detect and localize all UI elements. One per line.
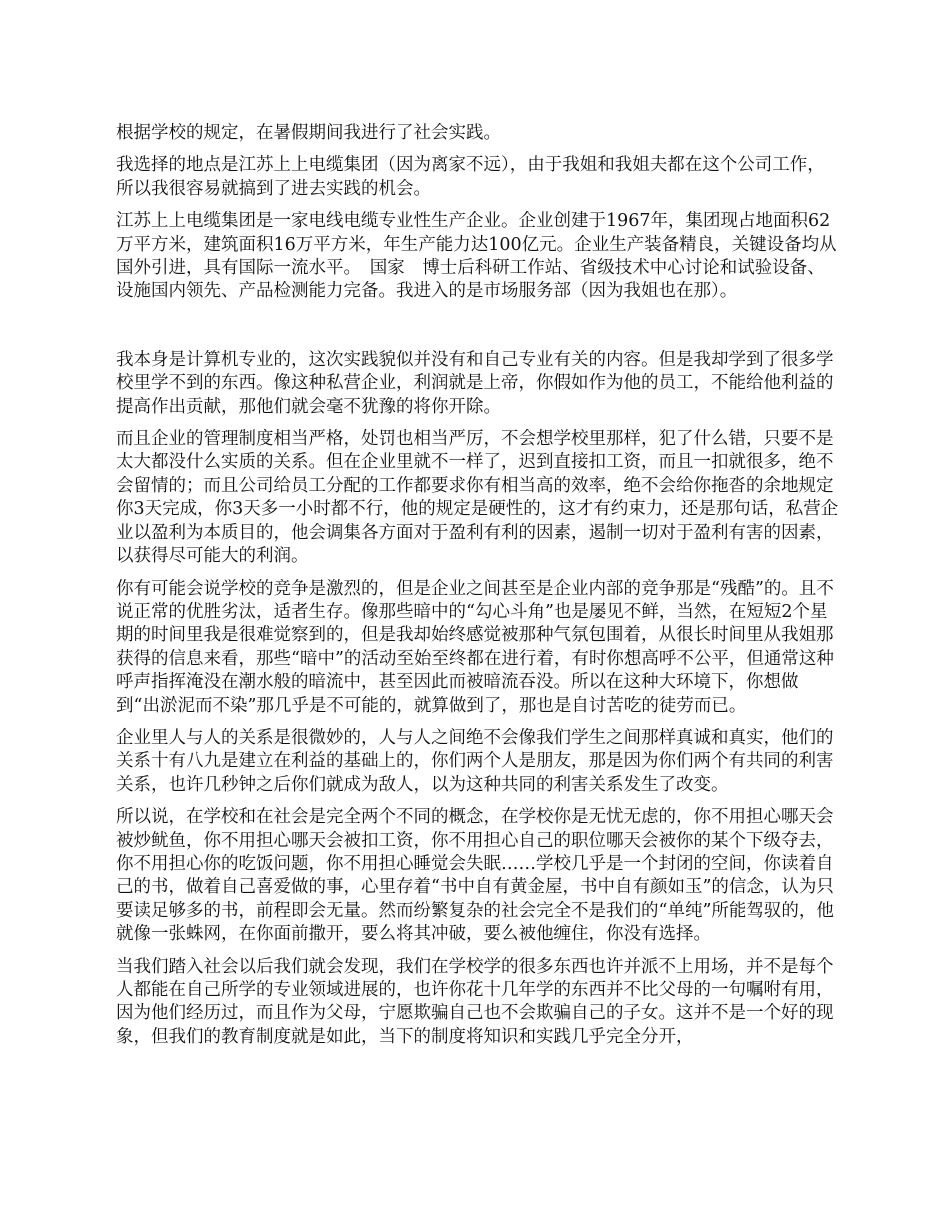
paragraph-school-vs-society: 所以说，在学校和在社会是完全两个不同的概念，在学校你是无忧无虑的，你不用担心哪天会被炒鱿鱼，你不用担心哪天会被扣工资，你不用担心自己的职位哪天会被你的某个下级夺去，你不用担心你的吃饭问题，你不用担心睡觉会失眠……学校几乎是一个封闭的空间，你读着自己的书，做着自己喜爱做的事，心里存着“书中自有黄金屋，书中自有颜如玉”的信念，认为只要读足够多的书，前程即会无量。然而纷繁复杂的社会完全不是我们的“单纯”所能驾驭的，他就像一张蛛网，在你面前撒开，要么将其冲破，要么被他缠住，你没有选择。	[116, 807, 834, 945]
paragraph-location: 我选择的地点是江苏上上电缆集团（因为离家不远），由于我姐和我姐夫都在这个公司工作，所以我很容易就搞到了进去实践的机会。	[116, 155, 825, 199]
paragraph-competition: 你有可能会说学校的竞争是激烈的，但是企业之间甚至是企业内部的竞争那是“残酷”的。且不说正常的优胜劣汰，适者生存。像那些暗中的“勾心斗角”也是屡见不鲜，当然，在短短2个星期的时间里我是很难觉察到的，但是我却始终感觉被那种气氛包围着，从很长时间里从我姐那获得的信息来看，那些“暗中”的活动至始至终都在进行着，有时你想高呼不公平，但通常这种呼声指挥淹没在潮水般的暗流中，甚至因此而被暗流吞没。所以在这种大环境下，你想做到“出淤泥而不染”那几乎是不可能的，就算做到了，那也是自讨苦吃的徒劳而已。	[116, 578, 834, 716]
paragraph-education: 当我们踏入社会以后我们就会发现，我们在学校学的很多东西也许并派不上用场，并不是每个人都能在自己所学的专业领域进展的，也许你花十几年学的东西并不比父母的一句嘱咐有用，因为他们经历过，而且作为父母，宁愿欺骗自己也不会欺骗自己的子女。这并不是一个好的现象，但我们的教育制度就是如此，当下的制度将知识和实践几乎完全分开，	[116, 956, 834, 1047]
blank-gap	[116, 313, 840, 349]
paragraph-major: 我本身是计算机专业的，这次实践貌似并没有和自己专业有关的内容。但是我却学到了很多学校里学不到的东西。像这种私营企业，利润就是上帝，你假如作为他的员工，不能给他利益的提高作出贡献，那他们就会毫不犹豫的将你开除。	[116, 349, 834, 417]
paragraph-intro: 根据学校的规定，在暑假期间我进行了社会实践。	[116, 123, 501, 143]
paragraph-company: 江苏上上电缆集团是一家电线电缆专业性生产企业。企业创建于1967年，集团现占地面积62万平方米，建筑面积16万平方米，年生产能力达100亿元。企业生产装备精良，关键设备均从国外引进，具有国际一流水平。 国家 博士后科研工作站、省级技术中心讨论和试验设备、设施国内领先、产品检测能力完备。我进入的是市场服务部（因为我姐也在那）。	[116, 211, 837, 302]
document-body	[116, 122, 840, 1058]
paragraph-management: 而且企业的管理制度相当严格，处罚也相当严厉，不会想学校里那样，犯了什么错，只要不是太大都没什么实质的关系。但在企业里就不一样了，迟到直接扣工资，而且一扣就很多，绝不会留情的；而且公司给员工分配的工作都要求你有相当高的效率，绝不会给你拖沓的余地规定你3天完成，你3天多一小时都不行，他的规定是硬性的，这才有约束力，还是那句话，私营企业以盈利为本质目的，他会调集各方面对于盈利有利的因素，遏制一切对于盈利有害的因素，以获得尽可能大的利润。	[116, 429, 839, 567]
paragraph-relationships: 企业里人与人的关系是很微妙的，人与人之间绝不会像我们学生之间那样真诚和真实，他们的关系十有八九是建立在利益的基础上的，你们两个人是朋友，那是因为你们两个有共同的利害关系，也许几秒钟之后你们就成为敌人，以为这种共同的利害关系发生了改变。	[116, 727, 834, 795]
